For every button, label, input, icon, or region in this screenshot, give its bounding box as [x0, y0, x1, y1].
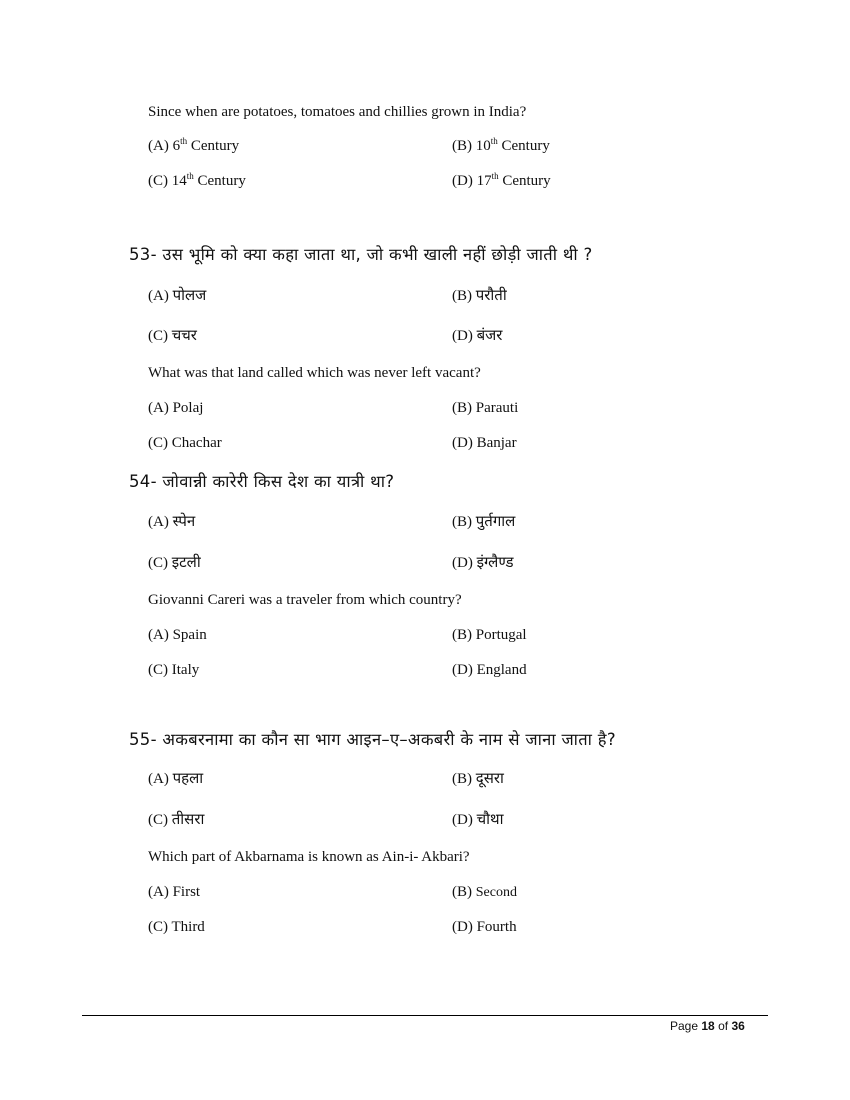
q52-english-question: Since when are potatoes, tomatoes and chillies grown in India? [148, 104, 527, 120]
q54-hindi-option-a: (A) स्पेन [148, 512, 196, 530]
q55-hindi-option-a: (A) पहला [148, 769, 204, 787]
q52-option-c: (C) 14th Century [148, 171, 246, 189]
q55-option-a: (A) First [148, 884, 201, 900]
q54-hindi-option-d: (D) इंग्लैण्ड [452, 553, 514, 571]
q55-option-c: (C) Third [148, 919, 205, 935]
q55-english-question: Which part of Akbarnama is known as Ain-i- Akbari? [148, 849, 470, 865]
q52-option-d: (D) 17th Century [452, 171, 551, 189]
q53-option-c: (C) Chachar [148, 435, 222, 451]
q53-hindi-option-c: (C) चचर [148, 326, 197, 344]
q54-option-d: (D) England [452, 662, 527, 678]
q54-option-a: (A) Spain [148, 627, 207, 643]
q55-hindi-question: 55- अकबरनामा का कौन सा भाग आइन–ए–अकबरी के नाम से जाना जाता है? [129, 730, 616, 749]
q52-option-b: (B) 10th Century [452, 136, 550, 154]
q53-hindi-option-a: (A) पोलज [148, 286, 207, 304]
q54-hindi-option-c: (C) इटली [148, 553, 201, 571]
q54-hindi-option-b: (B) पुर्तगाल [452, 512, 516, 530]
q55-hindi-option-b: (B) दूसरा [452, 769, 504, 787]
q53-english-question: What was that land called which was never left vacant? [148, 365, 481, 381]
q53-option-d: (D) Banjar [452, 435, 517, 451]
q54-option-b: (B) Portugal [452, 627, 527, 643]
q55-option-d: (D) Fourth [452, 919, 517, 935]
q53-option-a: (A) Polaj [148, 400, 204, 416]
q53-hindi-question: 53- उस भूमि को क्या कहा जाता था, जो कभी खाली नहीं छोड़ी जाती थी ? [129, 245, 593, 264]
q52-option-a: (A) 6th Century [148, 136, 240, 154]
footer-divider [82, 1015, 768, 1016]
q54-english-question: Giovanni Careri was a traveler from which country? [148, 592, 462, 608]
q53-hindi-option-d: (D) बंजर [452, 326, 503, 344]
page-number: Page 18 of 36 [670, 1019, 745, 1033]
q55-hindi-option-c: (C) तीसरा [148, 810, 205, 828]
q54-hindi-question: 54- जोवान्नी कारेरी किस देश का यात्री था? [129, 472, 395, 491]
q55-hindi-option-d: (D) चौथा [452, 810, 504, 828]
q53-hindi-option-b: (B) परौती [452, 286, 507, 304]
q55-option-b: (B) Second [452, 884, 517, 900]
q54-option-c: (C) Italy [148, 662, 200, 678]
q53-option-b: (B) Parauti [452, 400, 519, 416]
